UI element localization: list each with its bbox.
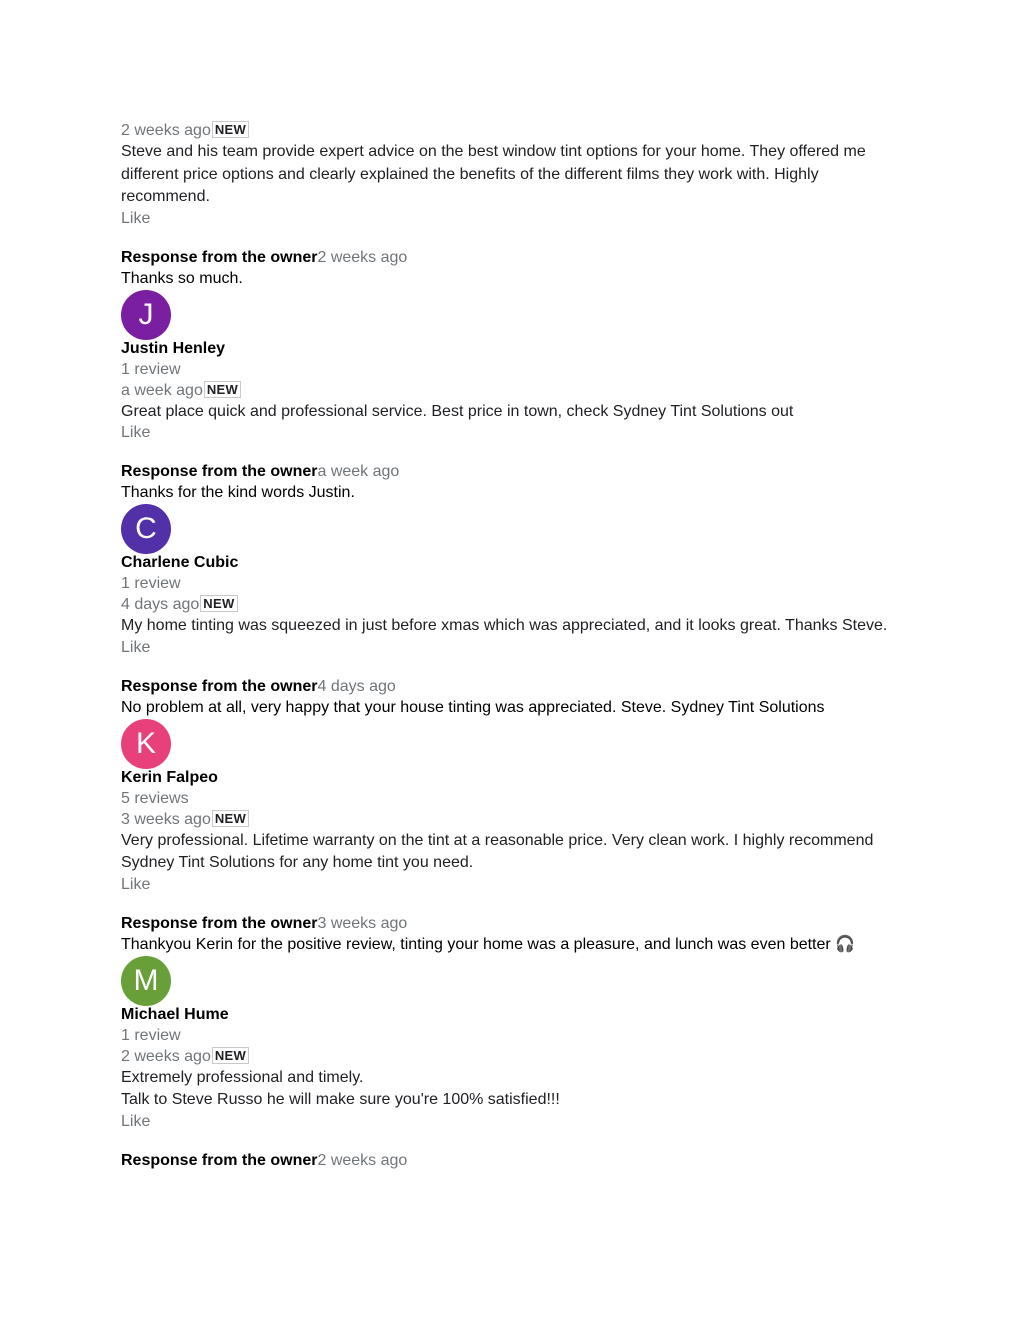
owner-response-time: 2 weeks ago xyxy=(317,248,408,266)
owner-response-time: 2 weeks ago xyxy=(317,1151,408,1169)
like-button[interactable]: Like xyxy=(121,424,151,441)
owner-response-header xyxy=(121,676,911,697)
new-badge: NEW xyxy=(212,1047,249,1064)
review-card xyxy=(121,290,911,504)
like-button[interactable]: Like xyxy=(121,875,151,893)
avatar[interactable] xyxy=(121,504,171,554)
review-time: 4 days ago xyxy=(121,596,200,613)
review-card xyxy=(121,719,911,955)
like-button[interactable]: Like xyxy=(121,638,151,656)
avatar-initial: M xyxy=(133,963,159,997)
owner-response-label: Response from the owner xyxy=(121,1151,318,1169)
review-card xyxy=(121,120,911,289)
new-badge: NEW xyxy=(212,121,249,138)
review-count: 1 review xyxy=(121,575,181,592)
owner-response-label: Response from the owner xyxy=(121,463,318,480)
review-text: Very professional. Lifetime warranty on the tint at a reasonable price. Very clean work. I highly recommend Sydney Tint Solutions for any home tint you need. xyxy=(121,831,874,871)
avatar-initial: J xyxy=(138,297,154,331)
review-meta xyxy=(121,594,911,615)
reviews-list xyxy=(121,120,911,1171)
owner-response-header xyxy=(121,1150,911,1171)
review-count: 1 review xyxy=(121,1026,181,1044)
owner-response-header xyxy=(121,461,911,482)
owner-response-header xyxy=(121,913,911,934)
review-time: 3 weeks ago xyxy=(121,810,211,828)
like-button[interactable]: Like xyxy=(121,1112,151,1130)
review-text: My home tinting was squeezed in just before xmas which was appreciated, and it looks great. Thanks Steve. xyxy=(121,617,888,634)
owner-response-text: No problem at all, very happy that your house tinting was appreciated. Steve. Sydney Tint Solutions xyxy=(121,698,825,716)
owner-response-time: 3 weeks ago xyxy=(317,914,408,932)
new-badge: NEW xyxy=(212,810,249,827)
avatar[interactable] xyxy=(121,719,171,769)
review-text: Great place quick and professional service. Best price in town, check Sydney Tint Solutions out xyxy=(121,402,794,420)
reviewer-name[interactable]: Kerin Falpeo xyxy=(121,768,218,786)
review-time: 2 weeks ago xyxy=(121,122,211,139)
owner-response-time: a week ago xyxy=(317,463,400,480)
review-card xyxy=(121,504,911,718)
new-badge: NEW xyxy=(200,595,237,612)
review-count: 1 review xyxy=(121,360,181,378)
owner-response-label: Response from the owner xyxy=(121,677,318,695)
reviewer-name[interactable]: Michael Hume xyxy=(121,1005,229,1023)
avatar-initial: K xyxy=(135,726,156,760)
owner-response-label: Response from the owner xyxy=(121,248,318,266)
review-time: a week ago xyxy=(121,381,203,399)
review-time: 2 weeks ago xyxy=(121,1047,211,1065)
owner-response-label: Response from the owner xyxy=(121,914,318,932)
review-meta xyxy=(121,120,911,141)
owner-response-text: Thanks so much. xyxy=(121,269,243,287)
owner-response-time: 4 days ago xyxy=(317,677,396,695)
new-badge: NEW xyxy=(204,381,241,398)
owner-response-text: Thankyou Kerin for the positive review, tinting your home was a pleasure, and lunch was even better 🎧 xyxy=(121,935,856,953)
review-text: Steve and his team provide expert advice on the best window tint options for your home. They offered me different price options and clearly explained the benefits of the different films they work with. Highly recommend. xyxy=(121,143,866,205)
avatar[interactable] xyxy=(121,290,171,340)
review-card xyxy=(121,956,911,1171)
avatar-initial: C xyxy=(135,512,157,545)
owner-response-text: Thanks for the kind words Justin. xyxy=(121,484,355,501)
like-button[interactable]: Like xyxy=(121,209,151,227)
owner-response-header xyxy=(121,247,911,268)
review-count: 5 reviews xyxy=(121,789,189,807)
reviewer-name[interactable]: Justin Henley xyxy=(121,339,226,357)
review-meta xyxy=(121,1046,911,1067)
review-text: Extremely professional and timely. Talk to Steve Russo he will make sure you're 100% satisfied!!! xyxy=(121,1068,560,1108)
review-meta xyxy=(121,380,911,401)
reviewer-name[interactable]: Charlene Cubic xyxy=(121,554,239,571)
review-meta xyxy=(121,809,911,830)
avatar[interactable] xyxy=(121,956,171,1006)
